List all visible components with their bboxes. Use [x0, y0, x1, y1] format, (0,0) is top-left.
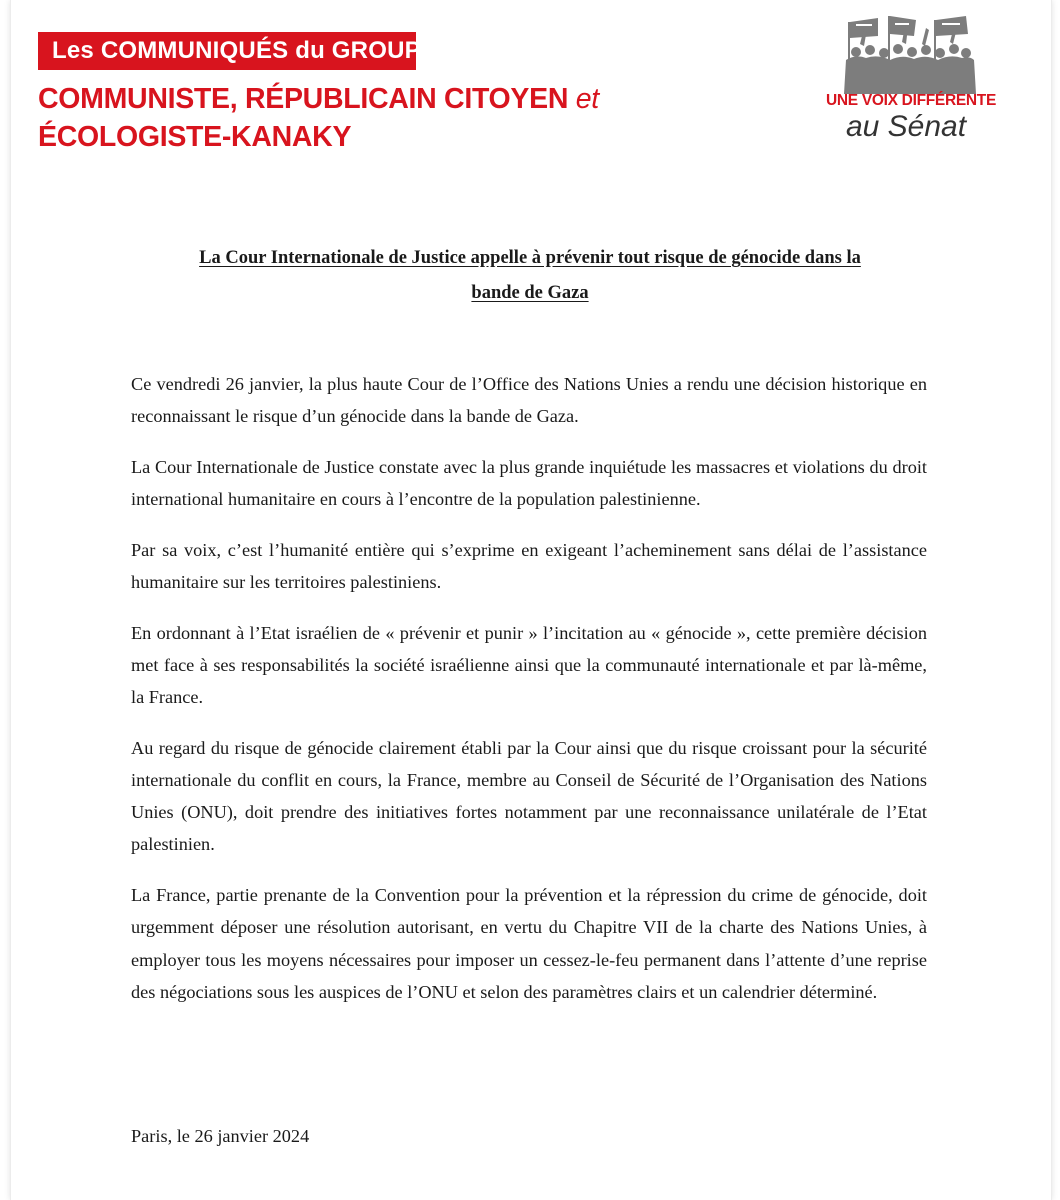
- document-body: [131, 368, 927, 1026]
- logo-tagline: UNE VOIX DIFFÉRENTE: [826, 92, 996, 109]
- group-name-main: COMMUNISTE, RÉPUBLICAIN CITOYEN: [38, 83, 569, 115]
- signature-date: Paris, le 26 janvier 2024: [131, 1126, 310, 1146]
- communiques-banner: Les COMMUNIQUÉS du GROUPE: [38, 32, 416, 70]
- paragraph: Ce vendredi 26 janvier, la plus haute Cour de l’Office des Nations Unies a rendu une décision historique en reconnaissant le risque d’un génocide dans la bande de Gaza.: [131, 374, 927, 427]
- paragraph: La Cour Internationale de Justice constate avec la plus grande inquiétude les massacres et violations du droit international humanitaire en cours à l’encontre de la population palestinienne.: [131, 456, 927, 510]
- crowd-with-banners-icon: [838, 14, 978, 94]
- paragraph: Au regard du risque de génocide clairement établi par la Cour ainsi que du risque croissant pour la sécurité internationale du conflit en cours, la France, membre au Conseil de Sécurité de l’Organisation des Nations Unies (ONU), doit prendre des initiatives fortes notamment par une reconnaissance unilatérale de l’Etat palestinien.: [131, 737, 927, 855]
- document-title: [130, 241, 930, 311]
- paragraph: En ordonnant à l’Etat israélien de « prévenir et punir » l’incitation au « génocide », cette première décision met face à ses responsabilités la société israélienne ainsi que la communauté internationale et par là-même, la France.: [131, 622, 927, 708]
- paragraph: La France, partie prenante de la Convention pour la prévention et la répression du crime de génocide, doit urgemment déposer une résolution autorisant, en vertu du Chapitre VII de la charte des Nations Unies, à employer tous les moyens nécessaires pour imposer un cessez-le-feu permanent dans l’attente d’une reprise des négociations sous les auspices de l’ONU et selon des paramètres clairs et un calendrier déterminé.: [131, 885, 927, 1002]
- title-line-2: bande de Gaza: [471, 283, 589, 303]
- group-name-et: et: [575, 83, 599, 115]
- paragraph: Par sa voix, c’est l’humanité entière qui s’exprime en exigeant l’acheminement sans délai de l’assistance humanitaire sur les territoires palestiniens.: [131, 539, 927, 593]
- group-name-line2: ÉCOLOGISTE-KANAKY: [38, 121, 352, 153]
- title-line-1: La Cour Internationale de Justice appelle à prévenir tout risque de génocide dans la: [199, 248, 861, 268]
- group-name-line1: [38, 80, 599, 118]
- logo-senat: au Sénat: [845, 110, 967, 143]
- group-name: [38, 80, 599, 156]
- senat-logo: [826, 14, 996, 149]
